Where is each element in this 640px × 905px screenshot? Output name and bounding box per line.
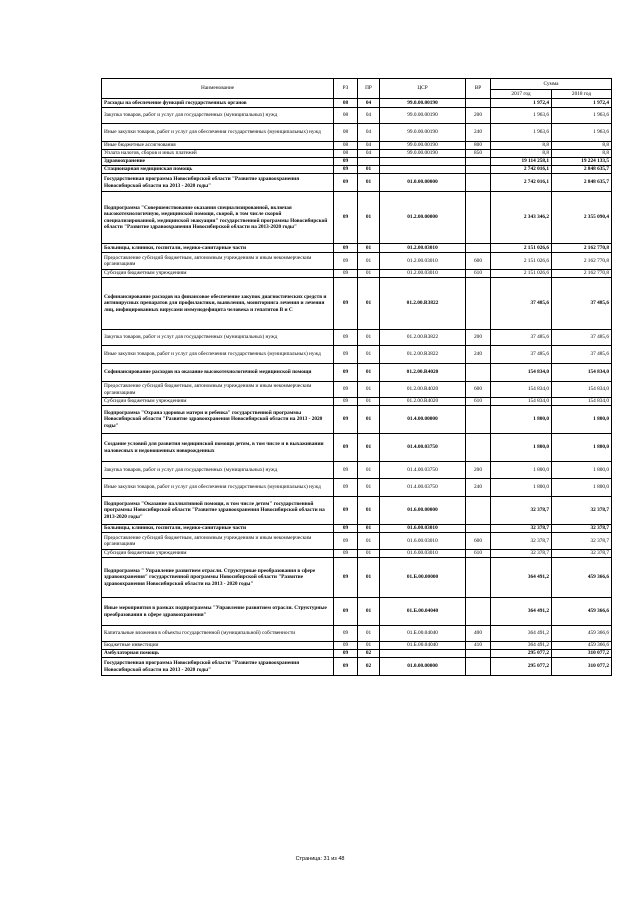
header-2017: 2017 год xyxy=(491,90,552,99)
row-vr: 610 xyxy=(466,270,491,278)
table-row xyxy=(102,166,612,174)
row-pr: 01 xyxy=(358,174,380,192)
row-csr xyxy=(380,158,466,166)
row-vr: 600 xyxy=(466,533,491,550)
row-name: Амбулаторная помощь xyxy=(102,650,334,658)
table-row xyxy=(102,462,612,479)
table-row xyxy=(102,330,612,346)
row-name: Софинансирование расходов на финансовое обеспечение закупок диагностических средств и антивирусных препаратов для профилактики, выявления, мониторинга лечения и лечения лиц, инфицированных вирусами иммунодефицита человека и гепатитов B и C xyxy=(102,278,334,330)
table-header xyxy=(102,79,612,99)
row-pr: 02 xyxy=(358,650,380,658)
row-csr: 01.2.00.R3822 xyxy=(380,330,466,346)
header-name: Наименование xyxy=(102,79,334,99)
row-sum-2017: 8,8 xyxy=(491,142,552,150)
row-vr: 400 xyxy=(466,626,491,642)
row-csr: 99.0.00.00190 xyxy=(380,99,466,108)
row-sum-2018: 32 378,7 xyxy=(552,550,612,558)
row-csr: 99.0.00.00190 xyxy=(380,150,466,158)
row-vr: 240 xyxy=(466,346,491,364)
row-sum-2017: 364 491,2 xyxy=(491,642,552,650)
row-rz: 09 xyxy=(334,278,358,330)
row-csr: 01.2.00.R4020 xyxy=(380,398,466,406)
table-row xyxy=(102,124,612,142)
table-row xyxy=(102,642,612,650)
row-sum-2017: 32 378,7 xyxy=(491,550,552,558)
row-name: Предоставление субсидий бюджетным, автономным учреждениям и иным некоммерческим организациям xyxy=(102,253,334,270)
row-sum-2017: 364 491,2 xyxy=(491,558,552,598)
row-sum-2017: 364 491,2 xyxy=(491,626,552,642)
row-sum-2018: 8,8 xyxy=(552,150,612,158)
row-sum-2018: 1 963,6 xyxy=(552,108,612,124)
row-vr: 800 xyxy=(466,142,491,150)
row-csr: 01.2.00.R4020 xyxy=(380,364,466,382)
row-pr: 01 xyxy=(358,550,380,558)
row-vr: 200 xyxy=(466,330,491,346)
row-pr: 04 xyxy=(358,124,380,142)
row-rz: 08 xyxy=(334,142,358,150)
table-row xyxy=(102,406,612,434)
table-row xyxy=(102,558,612,598)
table-row xyxy=(102,174,612,192)
row-pr: 01 xyxy=(358,398,380,406)
row-pr: 02 xyxy=(358,658,380,676)
row-pr: 01 xyxy=(358,270,380,278)
row-rz: 09 xyxy=(334,558,358,598)
row-csr: 01.0.00.00000 xyxy=(380,174,466,192)
row-csr: 01.Б.00.04040 xyxy=(380,626,466,642)
row-vr xyxy=(466,434,491,462)
row-name: Уплата налогов, сборов и иных платежей xyxy=(102,150,334,158)
row-sum-2017: 1 800,0 xyxy=(491,434,552,462)
row-name: Иные мероприятия в рамках подпрограммы "Управление развитием отрасли. Структурные преобразования в сфере здравоохранения" xyxy=(102,598,334,626)
row-vr xyxy=(466,174,491,192)
row-vr xyxy=(466,598,491,626)
row-sum-2018: 19 224 133,5 xyxy=(552,158,612,166)
row-name: Бюджетные инвестиции xyxy=(102,642,334,650)
row-name: Расходы на обеспечение функций государственных органов xyxy=(102,99,334,108)
row-csr: 01.4.00.00000 xyxy=(380,406,466,434)
row-sum-2017: 1 963,6 xyxy=(491,108,552,124)
row-sum-2017: 32 378,7 xyxy=(491,497,552,525)
row-sum-2017: 295 077,2 xyxy=(491,658,552,676)
row-sum-2017: 19 114 258,1 xyxy=(491,158,552,166)
row-pr: 01 xyxy=(358,346,380,364)
row-sum-2018: 37 485,6 xyxy=(552,278,612,330)
row-pr: 01 xyxy=(358,330,380,346)
row-sum-2018: 32 378,7 xyxy=(552,525,612,533)
row-rz: 09 xyxy=(334,497,358,525)
row-sum-2018: 459 366,6 xyxy=(552,598,612,626)
row-pr: 01 xyxy=(358,364,380,382)
row-vr: 610 xyxy=(466,550,491,558)
row-sum-2018: 1 800,0 xyxy=(552,406,612,434)
row-vr: 240 xyxy=(466,124,491,142)
row-rz: 09 xyxy=(334,346,358,364)
row-name: Закупка товаров, работ и услуг для государственных (муниципальных) нужд xyxy=(102,330,334,346)
row-csr: 01.2.00.00000 xyxy=(380,192,466,244)
row-rz: 09 xyxy=(334,406,358,434)
row-name: Подпрограмма "Оказание паллиативной помощи, в том числе детям" государственной программы Новосибирской области "Развитие здравоохранения Новосибирской области на 2013-2020 годы" xyxy=(102,497,334,525)
row-rz: 09 xyxy=(334,479,358,497)
table-row xyxy=(102,192,612,244)
row-sum-2018: 154 834,0 xyxy=(552,364,612,382)
row-csr: 01.6.00.00000 xyxy=(380,497,466,525)
row-sum-2017: 2 151 026,6 xyxy=(491,253,552,270)
row-csr xyxy=(380,650,466,658)
table-row xyxy=(102,364,612,382)
row-pr: 01 xyxy=(358,479,380,497)
row-name: Закупка товаров, работ и услуг для государственных (муниципальных) нужд xyxy=(102,462,334,479)
table-row xyxy=(102,550,612,558)
row-sum-2017: 2 343 346,2 xyxy=(491,192,552,244)
row-sum-2017: 1 800,0 xyxy=(491,479,552,497)
row-name: Больницы, клиники, госпитали, медико-санитарные части xyxy=(102,244,334,253)
table-row xyxy=(102,626,612,642)
row-rz: 09 xyxy=(334,244,358,253)
row-vr xyxy=(466,158,491,166)
table-row xyxy=(102,434,612,462)
row-sum-2018: 459 366,6 xyxy=(552,642,612,650)
row-vr xyxy=(466,166,491,174)
row-pr: 01 xyxy=(358,598,380,626)
row-sum-2017: 295 077,2 xyxy=(491,650,552,658)
header-rz: РЗ xyxy=(334,79,358,99)
row-name: Предоставление субсидий бюджетным, автономным учреждениям и иным некоммерческим организациям xyxy=(102,382,334,398)
row-pr: 01 xyxy=(358,166,380,174)
row-rz: 08 xyxy=(334,150,358,158)
row-sum-2018: 310 077,2 xyxy=(552,650,612,658)
row-vr xyxy=(466,658,491,676)
row-rz: 09 xyxy=(334,525,358,533)
row-vr xyxy=(466,650,491,658)
row-pr: 01 xyxy=(358,382,380,398)
row-pr: 01 xyxy=(358,406,380,434)
row-sum-2017: 37 485,6 xyxy=(491,346,552,364)
row-rz: 09 xyxy=(334,650,358,658)
row-sum-2018: 2 162 770,8 xyxy=(552,244,612,253)
budget-table xyxy=(101,78,612,676)
row-rz: 09 xyxy=(334,398,358,406)
row-csr: 01.Б.00.00000 xyxy=(380,558,466,598)
row-pr: 01 xyxy=(358,642,380,650)
row-pr: 01 xyxy=(358,462,380,479)
row-rz: 09 xyxy=(334,253,358,270)
row-sum-2017: 154 834,0 xyxy=(491,364,552,382)
row-rz: 09 xyxy=(334,598,358,626)
row-rz: 09 xyxy=(334,166,358,174)
table-row xyxy=(102,108,612,124)
row-sum-2017: 8,8 xyxy=(491,150,552,158)
row-vr: 240 xyxy=(466,479,491,497)
row-rz: 09 xyxy=(334,330,358,346)
row-name: Капитальные вложения в объекты государственной (муниципальной) собственности xyxy=(102,626,334,642)
row-name: Субсидии бюджетным учреждениям xyxy=(102,398,334,406)
row-sum-2017: 2 151 026,6 xyxy=(491,270,552,278)
row-sum-2017: 32 378,7 xyxy=(491,533,552,550)
row-sum-2018: 32 378,7 xyxy=(552,497,612,525)
table-row xyxy=(102,158,612,166)
row-csr: 01.4.00.03750 xyxy=(380,434,466,462)
row-sum-2018: 459 366,6 xyxy=(552,626,612,642)
row-csr: 99.0.00.00190 xyxy=(380,108,466,124)
row-csr: 01.2.00.R3822 xyxy=(380,278,466,330)
row-pr: 01 xyxy=(358,497,380,525)
row-sum-2017: 364 491,2 xyxy=(491,598,552,626)
row-rz: 08 xyxy=(334,99,358,108)
row-name: Субсидии бюджетным учреждениям xyxy=(102,270,334,278)
row-name: Субсидии бюджетным учреждениям xyxy=(102,550,334,558)
row-pr: 01 xyxy=(358,253,380,270)
table-row xyxy=(102,533,612,550)
row-rz: 09 xyxy=(334,550,358,558)
row-sum-2017: 1 800,0 xyxy=(491,462,552,479)
row-sum-2017: 2 742 016,1 xyxy=(491,174,552,192)
row-sum-2017: 2 151 026,6 xyxy=(491,244,552,253)
row-rz: 09 xyxy=(334,533,358,550)
row-pr: 01 xyxy=(358,558,380,598)
document-page xyxy=(101,78,611,676)
table-row xyxy=(102,497,612,525)
row-sum-2018: 2 848 635,7 xyxy=(552,174,612,192)
row-sum-2018: 1 800,0 xyxy=(552,434,612,462)
row-vr xyxy=(466,497,491,525)
row-csr: 99.0.00.00190 xyxy=(380,142,466,150)
row-csr: 01.Б.00.04040 xyxy=(380,642,466,650)
row-sum-2017: 1 972,4 xyxy=(491,99,552,108)
row-vr xyxy=(466,192,491,244)
row-sum-2018: 1 800,0 xyxy=(552,479,612,497)
row-csr: 01.2.00.R3822 xyxy=(380,346,466,364)
header-2018: 2018 год xyxy=(552,90,612,99)
header-pr: ПР xyxy=(358,79,380,99)
row-vr: 410 xyxy=(466,642,491,650)
row-pr: 01 xyxy=(358,626,380,642)
row-vr xyxy=(466,99,491,108)
row-name: Государственная программа Новосибирской области "Развитие здравоохранения Новосибирской области на 2013 - 2020 годы" xyxy=(102,658,334,676)
row-pr: 04 xyxy=(358,99,380,108)
row-rz: 09 xyxy=(334,658,358,676)
header-csr: ЦСР xyxy=(380,79,466,99)
row-sum-2018: 310 077,2 xyxy=(552,658,612,676)
row-pr: 01 xyxy=(358,278,380,330)
row-name: Больницы, клиники, госпитали, медико-санитарные части xyxy=(102,525,334,533)
table-row xyxy=(102,278,612,330)
table-row xyxy=(102,658,612,676)
row-rz: 09 xyxy=(334,174,358,192)
table-row xyxy=(102,525,612,533)
row-rz: 09 xyxy=(334,626,358,642)
row-vr xyxy=(466,406,491,434)
table-row xyxy=(102,142,612,150)
table-row xyxy=(102,382,612,398)
row-vr: 850 xyxy=(466,150,491,158)
row-csr: 01.Б.00.04040 xyxy=(380,598,466,626)
table-row xyxy=(102,479,612,497)
row-name: Государственная программа Новосибирской области "Развитие здравоохранения Новосибирской области на 2013 - 2020 годы" xyxy=(102,174,334,192)
row-vr xyxy=(466,278,491,330)
row-vr xyxy=(466,558,491,598)
table-row xyxy=(102,346,612,364)
row-sum-2018: 1 800,0 xyxy=(552,462,612,479)
table-row xyxy=(102,398,612,406)
row-rz: 09 xyxy=(334,192,358,244)
row-sum-2018: 2 162 770,8 xyxy=(552,270,612,278)
table-row xyxy=(102,253,612,270)
row-pr: 04 xyxy=(358,150,380,158)
row-csr: 01.2.00.03010 xyxy=(380,270,466,278)
table-row xyxy=(102,650,612,658)
row-rz: 09 xyxy=(334,158,358,166)
page-footer: Страница: 31 из 48 xyxy=(295,856,345,862)
row-pr: 01 xyxy=(358,533,380,550)
row-rz: 09 xyxy=(334,270,358,278)
row-name: Подпрограмма " Управление развитием отрасли. Структурные преобразования в сфере здравоохранения" государственной программы Новосибирской области "Развитие здравоохранения Новосибирской области на 2013 - 2020 годы" xyxy=(102,558,334,598)
row-sum-2018: 2 162 770,8 xyxy=(552,253,612,270)
row-name: Иные закупки товаров, работ и услуг для обеспечения государственных (муниципальных) нужд xyxy=(102,479,334,497)
row-name: Иные бюджетные ассигнования xyxy=(102,142,334,150)
row-pr: 04 xyxy=(358,108,380,124)
row-name: Здравоохранение xyxy=(102,158,334,166)
row-csr: 01.2.00.03010 xyxy=(380,253,466,270)
row-rz: 08 xyxy=(334,124,358,142)
row-sum-2018: 2 355 090,4 xyxy=(552,192,612,244)
row-sum-2018: 8,8 xyxy=(552,142,612,150)
row-sum-2018: 154 834,0 xyxy=(552,382,612,398)
row-csr: 01.2.00.R4020 xyxy=(380,382,466,398)
row-vr xyxy=(466,364,491,382)
header-sum: Сумма xyxy=(491,79,612,90)
row-csr xyxy=(380,166,466,174)
row-rz: 08 xyxy=(334,108,358,124)
row-sum-2017: 154 834,0 xyxy=(491,382,552,398)
table-row xyxy=(102,270,612,278)
row-vr xyxy=(466,525,491,533)
row-rz: 09 xyxy=(334,462,358,479)
row-name: Подпрограмма "Охрана здоровья матери и ребенка" государственной программы Новосибирской области "Развитие здравоохранения Новосибирской области на 2013 - 2020 годы" xyxy=(102,406,334,434)
row-sum-2017: 1 800,0 xyxy=(491,406,552,434)
row-csr: 01.6.00.03010 xyxy=(380,533,466,550)
row-name: Закупка товаров, работ и услуг для государственных (муниципальных) нужд xyxy=(102,108,334,124)
row-rz: 09 xyxy=(334,434,358,462)
row-pr: 01 xyxy=(358,434,380,462)
row-name: Иные закупки товаров, работ и услуг для обеспечения государственных (муниципальных) нужд xyxy=(102,124,334,142)
row-sum-2018: 32 378,7 xyxy=(552,533,612,550)
row-csr: 01.0.00.00000 xyxy=(380,658,466,676)
row-vr: 610 xyxy=(466,398,491,406)
table-row xyxy=(102,99,612,108)
row-pr: 01 xyxy=(358,244,380,253)
row-sum-2018: 37 485,6 xyxy=(552,330,612,346)
row-vr xyxy=(466,244,491,253)
row-sum-2017: 37 485,6 xyxy=(491,278,552,330)
row-pr: 04 xyxy=(358,142,380,150)
row-rz: 09 xyxy=(334,642,358,650)
row-name: Софинансирование расходов на оказание высокотехнологичной медицинской помощи xyxy=(102,364,334,382)
table-row xyxy=(102,598,612,626)
row-vr: 200 xyxy=(466,462,491,479)
row-csr: 01.6.00.03010 xyxy=(380,550,466,558)
row-sum-2017: 32 378,7 xyxy=(491,525,552,533)
row-rz: 09 xyxy=(334,364,358,382)
row-csr: 01.4.00.03750 xyxy=(380,462,466,479)
row-pr xyxy=(358,158,380,166)
row-sum-2017: 154 834,0 xyxy=(491,398,552,406)
table-row xyxy=(102,150,612,158)
row-vr: 600 xyxy=(466,253,491,270)
row-vr: 200 xyxy=(466,108,491,124)
row-csr: 01.2.00.03010 xyxy=(380,244,466,253)
row-sum-2018: 154 834,0 xyxy=(552,398,612,406)
row-name: Создание условий для развития медицинской помощи детям, в том числе и в выхаживании маловесных и недоношенных новорожденных xyxy=(102,434,334,462)
header-vr: ВР xyxy=(466,79,491,99)
row-rz: 09 xyxy=(334,382,358,398)
row-sum-2018: 37 485,6 xyxy=(552,346,612,364)
row-name: Стационарная медицинская помощь xyxy=(102,166,334,174)
row-vr: 600 xyxy=(466,382,491,398)
row-name: Предоставление субсидий бюджетным, автономным учреждениям и иным некоммерческим организациям xyxy=(102,533,334,550)
row-sum-2018: 2 848 635,7 xyxy=(552,166,612,174)
row-sum-2017: 37 485,6 xyxy=(491,330,552,346)
row-name: Подпрограмма "Совершенствование оказания специализированной, включая высокотехнологичную, медицинской помощи, скорой, в том числе скорой специализированной, медицинской эвакуации" государственной программы Новосибирской области "Развитие здравоохранения Новосибирской области на 2013-2020 годы" xyxy=(102,192,334,244)
row-csr: 01.4.00.03750 xyxy=(380,479,466,497)
table-body xyxy=(102,99,612,676)
row-sum-2017: 2 742 016,1 xyxy=(491,166,552,174)
row-sum-2017: 1 963,6 xyxy=(491,124,552,142)
table-row xyxy=(102,244,612,253)
row-sum-2018: 1 972,4 xyxy=(552,99,612,108)
row-sum-2018: 1 963,6 xyxy=(552,124,612,142)
row-csr: 01.6.00.03010 xyxy=(380,525,466,533)
row-pr: 01 xyxy=(358,192,380,244)
row-sum-2018: 459 366,6 xyxy=(552,558,612,598)
row-csr: 99.0.00.00190 xyxy=(380,124,466,142)
row-pr: 01 xyxy=(358,525,380,533)
row-name: Иные закупки товаров, работ и услуг для обеспечения государственных (муниципальных) нужд xyxy=(102,346,334,364)
